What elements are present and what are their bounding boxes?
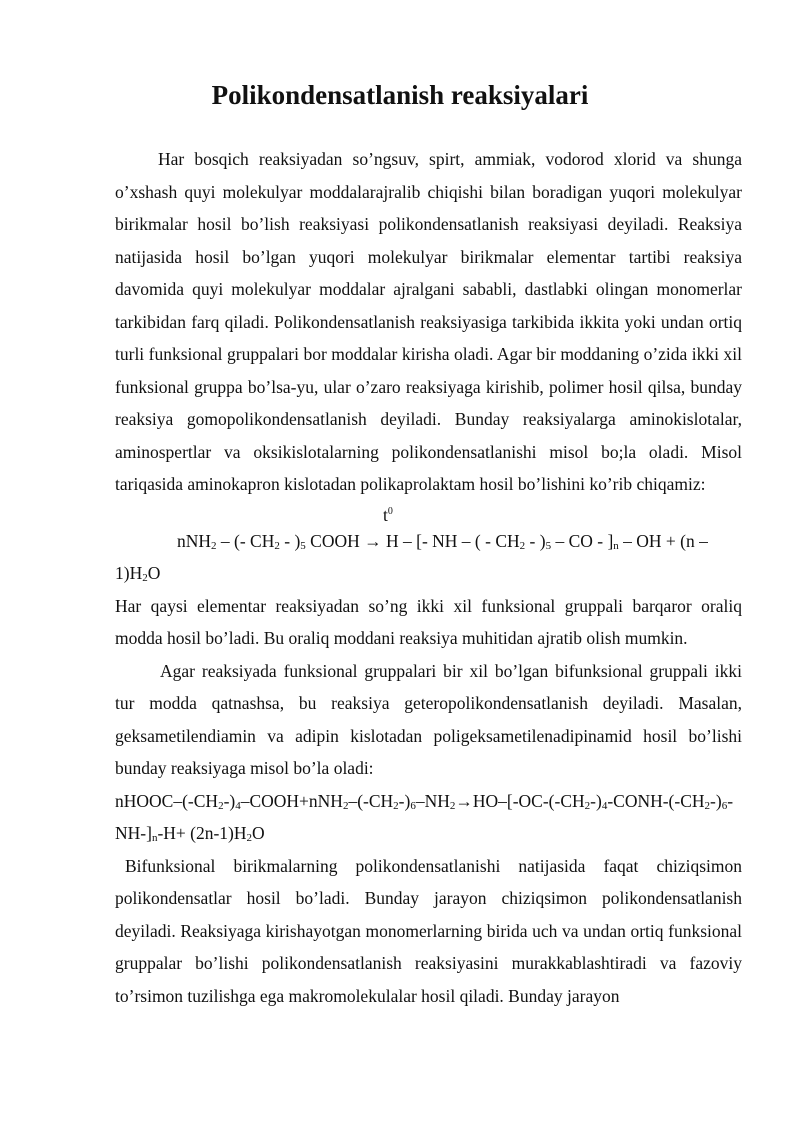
page-title: Polikondensatlanish reaksiyalari bbox=[211, 80, 589, 110]
temperature-label bbox=[115, 501, 742, 525]
paragraph-intro: Har bosqich reaksiyadan so’ngsuv, spirt, ammiak, vodorod xlorid va shunga o’xshash quyi molekulyar moddalarajralib chiqishi bilan boradigan yuqori molekulyar birikmalar hosil bo’lish reaksiyasi polikondensatlanish reaksiyasi deyiladi. Reaksiya natijasida hosil bo’lgan yuqori molekulyar birikmalar elementar tartibi reaksiya davomida quyi molekulyar moddalar ajralgani sababli, dastlabki olingan monomerlar tarkibidan farq qiladi. Polikondensatlanish reaksiyasiga tarkibida ikkita yoki undan ortiq turli funksional gruppalari bor moddalar kirisha oladi. Agar bir moddaning o’zida ikki xil funksional gruppa bo’lsa-yu, ular o’zaro reaksiyaga kirishib, polimer hosil qilsa, bunday reaksiya gomopolikondensatlanish deyiladi. Bunday reaksiyalarga aminokislotalar, aminospertlar va oksikislotalarning polikondensatlanishi misol bo;la oladi. Misol tariqasida aminokapron kislotadan polikaprolaktam hosil bo’lishini ko’rib chiqamiz: bbox=[115, 149, 742, 494]
equation-polyamide: nHOOC–$(-CH_2-)_4-COOH+nNH_2-(-CH_2-)_6-NH_2\to HO-[-OC-(-CH_2-)_4-CONH-(-CH_2-)_6-NH-]_n-H+ (2n-1)H_2O$ bbox=[115, 790, 734, 844]
paragraph-intermediate: Har qaysi elementar reaksiyadan so’ng ikki xil funksional gruppali barqaror oraliq modda hosil bo’ladi. Bu oraliq moddani reaksiya muhitidan ajratib olish mumkin. bbox=[115, 595, 742, 648]
temperature-symbol: $t^0$ bbox=[383, 504, 393, 525]
document-body bbox=[115, 143, 742, 1012]
equation-polycaprolactam: nNH$_2$ – (- $CH_2 - )_5$ COOH → H – [- NH – ( - $CH_2 - )_5$ – CO - ]$_n$ – OH + $(n - 1)H_2O$ bbox=[115, 530, 708, 584]
paragraph-linear-polycondensation: Bifunksional birikmalarning polikondensatlanishi natijasida faqat chiziqsimon polikondensatlar hosil bo’ladi. Bunday jarayon chiziqsimon polikondensatlanish deyiladi. Reaksiyaga kirishayotgan monomerlarning birida uch va undan ortiq funksional gruppalar bo’lishi polikondensatlanish reaksiyasini murakkablashtiradi va fazoviy to’rsimon tuzilishga ega makromolekulalar hosil qiladi. Bunday jarayon bbox=[115, 855, 742, 1006]
temperature-superscript: 0 bbox=[387, 505, 393, 517]
paragraph-heteropolycondensation: Agar reaksiyada funksional gruppalari bir xil bo’lgan bifunksional gruppali ikki tur modda qatnashsa, bu reaksiya geteropolikondensatlanish deyiladi. Masalan, geksametilendiamin va adipin kislotadan poligeksametilenadipinamid hosil bo’lishi bunday reaksiyaga misol bo’la oladi: bbox=[115, 660, 742, 778]
